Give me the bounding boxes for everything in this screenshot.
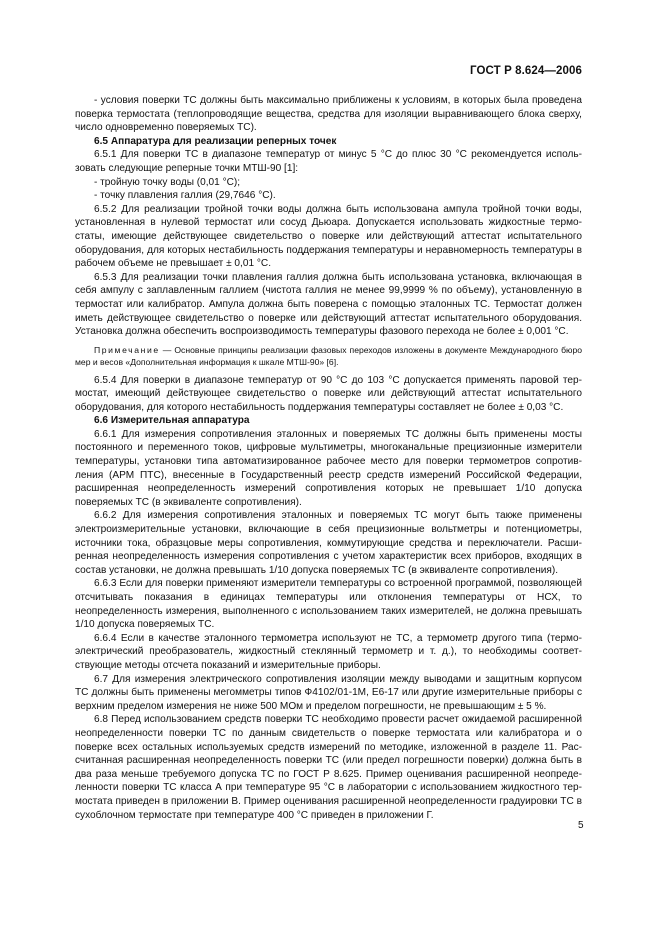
paragraph-6-8: 6.8 Перед использованием средств поверки ТС необходимо провести расчет ожидаемой расширенной неопределенности поверки ТС по данным свидетельств о поверке термостата или калибратора и о поверке всех остальных используемых средств измерений по методике, изложенной в разделе 11. Рассчитанная расширенная неопределенность поверки ТС (или предел погрешности поверки) должна быть в два раза меньше требуемого допуска ТС по ГОСТ Р 8.625. Пример оценивания расширенной неопределенности поверки ТС класса А при температуре 95 °С в лаборатории с использованием жидкостного термостата приведен в приложении В. Пример оценивания расширенной неопределенности градуировки ТС в сухоблочном термостате при температуре 400 °С приведен в приложении Г. xyxy=(75,714,582,821)
document-code: ГОСТ Р 8.624—2006 xyxy=(470,65,582,77)
page-body xyxy=(75,94,582,822)
paragraph-6-5-4: 6.5.4 Для поверки в диапазоне температур от 90 °С до 103 °С допускается применять паровой термостат, имеющий действующее свидетельство о поверке или действующий аттестат испытательного оборудования, для которого нестабильность поддержания температуры составляет не более ± 0,03 °С. xyxy=(75,374,582,413)
section-heading-6-6: 6.6 Измерительная аппаратура xyxy=(94,415,250,427)
paragraph-6-7: 6.7 Для измерения электрического сопротивления изоляции между выводами и защитным корпусом ТС должны быть применены мегомметры типов Ф4102/01-1М, Е6-17 или другие измерительные приборы с верхним пределом измерения не ниже 500 МОм и пределом погрешности, не превышающим ± 5 %. xyxy=(75,673,582,712)
paragraph-6-5-2: 6.5.2 Для реализации тройной точки воды должна быть использована ампула тройной точки воды, установленная в нулевой термостат или сосуд Дьюара. Допускается использовать жидкостные термостаты, имеющие действующее свидетельство о поверке или действующий аттестат испытательного оборудования, для которых нестабильность поддержания температуры и неравномерность температуры в рабочем объеме не превышает ± 0,01 °С. xyxy=(75,203,582,270)
paragraph-6-6-3: 6.6.3 Если для поверки применяют измерители температуры со встроенной программой, позволяющей отсчитывать показания в единицах температуры или отклонения температуры от НСХ, то неопределенность измерения, выполненного с использованием таких измерителей, не должна превышать 1/10 допуска поверяемых ТС. xyxy=(75,578,582,631)
paragraph-verification-conditions: - условия поверки ТС должны быть максимально приближены к условиям, в которых была проведена поверка термостата (теплопроводящие вещества, средства для изоляции выравнивающего блока сверху, число одновременно поверяемых ТС). xyxy=(75,95,582,134)
paragraph-6-5-1: 6.5.1 Для поверки ТС в диапазоне температур от минус 5 °С до плюс 30 °С рекомендуется использовать следующие реперные точки МТШ-90 [1]: xyxy=(75,149,582,174)
paragraph-6-6-1: 6.6.1 Для измерения сопротивления эталонных и поверяемых ТС должны быть применены мосты постоянного и переменного токов, цифровые мультиметры, многоканальные прецизионные измерители температуры, установки типа автоматизированное рабочее место для поверки термометров сопротивления (АРМ ПТС), внесенные в Государственный реестр средств измерений Российской Федерации, расширенная неопределенность измерений сопротивления которых не превышает 1/10 допуска поверяемых ТС (в эквиваленте сопротивления). xyxy=(75,428,582,508)
section-heading-6-5: 6.5 Аппаратура для реализации реперных точек xyxy=(94,135,337,147)
page-number: 5 xyxy=(578,820,584,831)
paragraph-6-6-2: 6.6.2 Для измерения сопротивления эталонных и поверяемых ТС могут быть также применены электроизмерительные установки, включающие в себя прецизионные вольтметры и потенциометры, источники тока, образцовые меры сопротивления, коммутирующие средства и переключатели. Расширенная неопределенность измерения сопротивления с учетом характеристик всех приборов, входящих в состав установки, не должна превышать 1/10 допуска поверяемых ТС (в эквиваленте сопротивления). xyxy=(75,510,582,576)
paragraph-6-5-3: 6.5.3 Для реализации точки плавления галлия должна быть использована установка, включающая в себя ампулу с заплавленным галлием (чистота галлия не менее 99,9999 % по объему), установленную в термостат или калибратор. Ампула должна быть поверена с помощью эталонных ТС. Термостат должен иметь действующее свидетельство о поверке или действующий аттестат испытательного оборудования. Установка должна обеспечить воспроизводимость температуры фазового перехода не более ± 0,001 °С. xyxy=(75,271,582,338)
note xyxy=(75,344,582,369)
paragraph-6-6-4: 6.6.4 Если в качестве эталонного термометра используют не ТС, а термометр другого типа (термоэлектрический преобразователь, жидкостный стеклянный термометр и т. д.), то необходимы соответствующие методы отсчета показаний и измерительные приборы. xyxy=(75,632,582,671)
note-text: — Основные принципы реализации фазовых переходов изложены в документе Международного бюро мер и весов «Дополнительная информация к шкале МТШ-90» [6]. xyxy=(75,344,582,368)
list-item-gallium-melting-point: - точку плавления галлия (29,7646 °С). xyxy=(94,190,276,202)
list-item-water-triple-point: - тройную точку воды (0,01 °С); xyxy=(94,176,241,188)
note-label: Примечание xyxy=(94,344,160,355)
